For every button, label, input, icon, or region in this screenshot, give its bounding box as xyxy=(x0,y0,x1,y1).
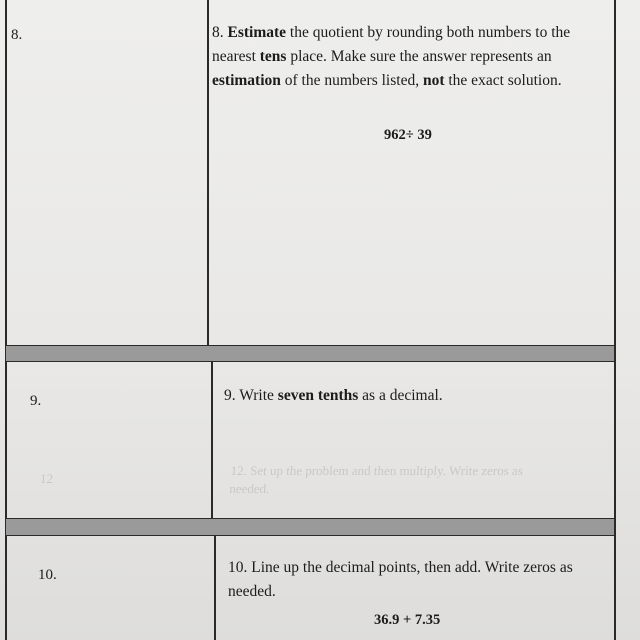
problem-expression: 962÷ 39 xyxy=(384,127,432,143)
right-border xyxy=(614,0,616,640)
problem-body xyxy=(228,559,573,600)
emphasized-word: tens xyxy=(259,48,287,65)
column-divider-top xyxy=(207,0,209,350)
row-separator-band xyxy=(6,345,614,362)
problem-text-segment: of the numbers listed, xyxy=(280,72,423,89)
problem-text xyxy=(212,21,612,93)
answer-number: 8. xyxy=(11,27,23,43)
row-separator-band xyxy=(6,518,614,536)
answer-number: 9. xyxy=(30,393,42,409)
column-divider-middle xyxy=(211,362,213,520)
problem-text-segment: the quotient by rounding both numbers to the nearest xyxy=(212,24,571,65)
problem-text-segment: place. Make sure the answer represents an xyxy=(286,48,552,65)
problem-text-segment: Line up the decimal points, then add. Write zeros as needed. xyxy=(228,559,573,600)
problem-text xyxy=(228,556,608,604)
problem-text-segment: Write xyxy=(239,387,278,404)
problem-body xyxy=(212,24,570,89)
problem-body xyxy=(239,387,442,404)
answer-number: 10. xyxy=(38,567,57,583)
problem-text-segment: as a decimal. xyxy=(358,387,443,404)
problem-text xyxy=(224,384,604,408)
emphasized-word: not xyxy=(422,72,445,89)
emphasized-word: Estimate xyxy=(227,24,287,41)
left-border xyxy=(5,0,7,640)
bleed-through-number: 12 xyxy=(39,471,54,486)
problem-number: 9. xyxy=(224,387,236,404)
problem-text-segment: the exact solution. xyxy=(444,72,562,89)
problem-expression: 36.9 + 7.35 xyxy=(374,612,441,628)
column-divider-bottom xyxy=(214,535,216,640)
emphasized-word: estimation xyxy=(212,72,281,89)
bleed-through-text: 12. Set up the problem and then multiply. Write zeros as needed. xyxy=(228,463,524,496)
problem-number: 8. xyxy=(212,24,224,41)
emphasized-word: seven tenths xyxy=(277,387,359,404)
problem-number: 10. xyxy=(228,559,248,576)
